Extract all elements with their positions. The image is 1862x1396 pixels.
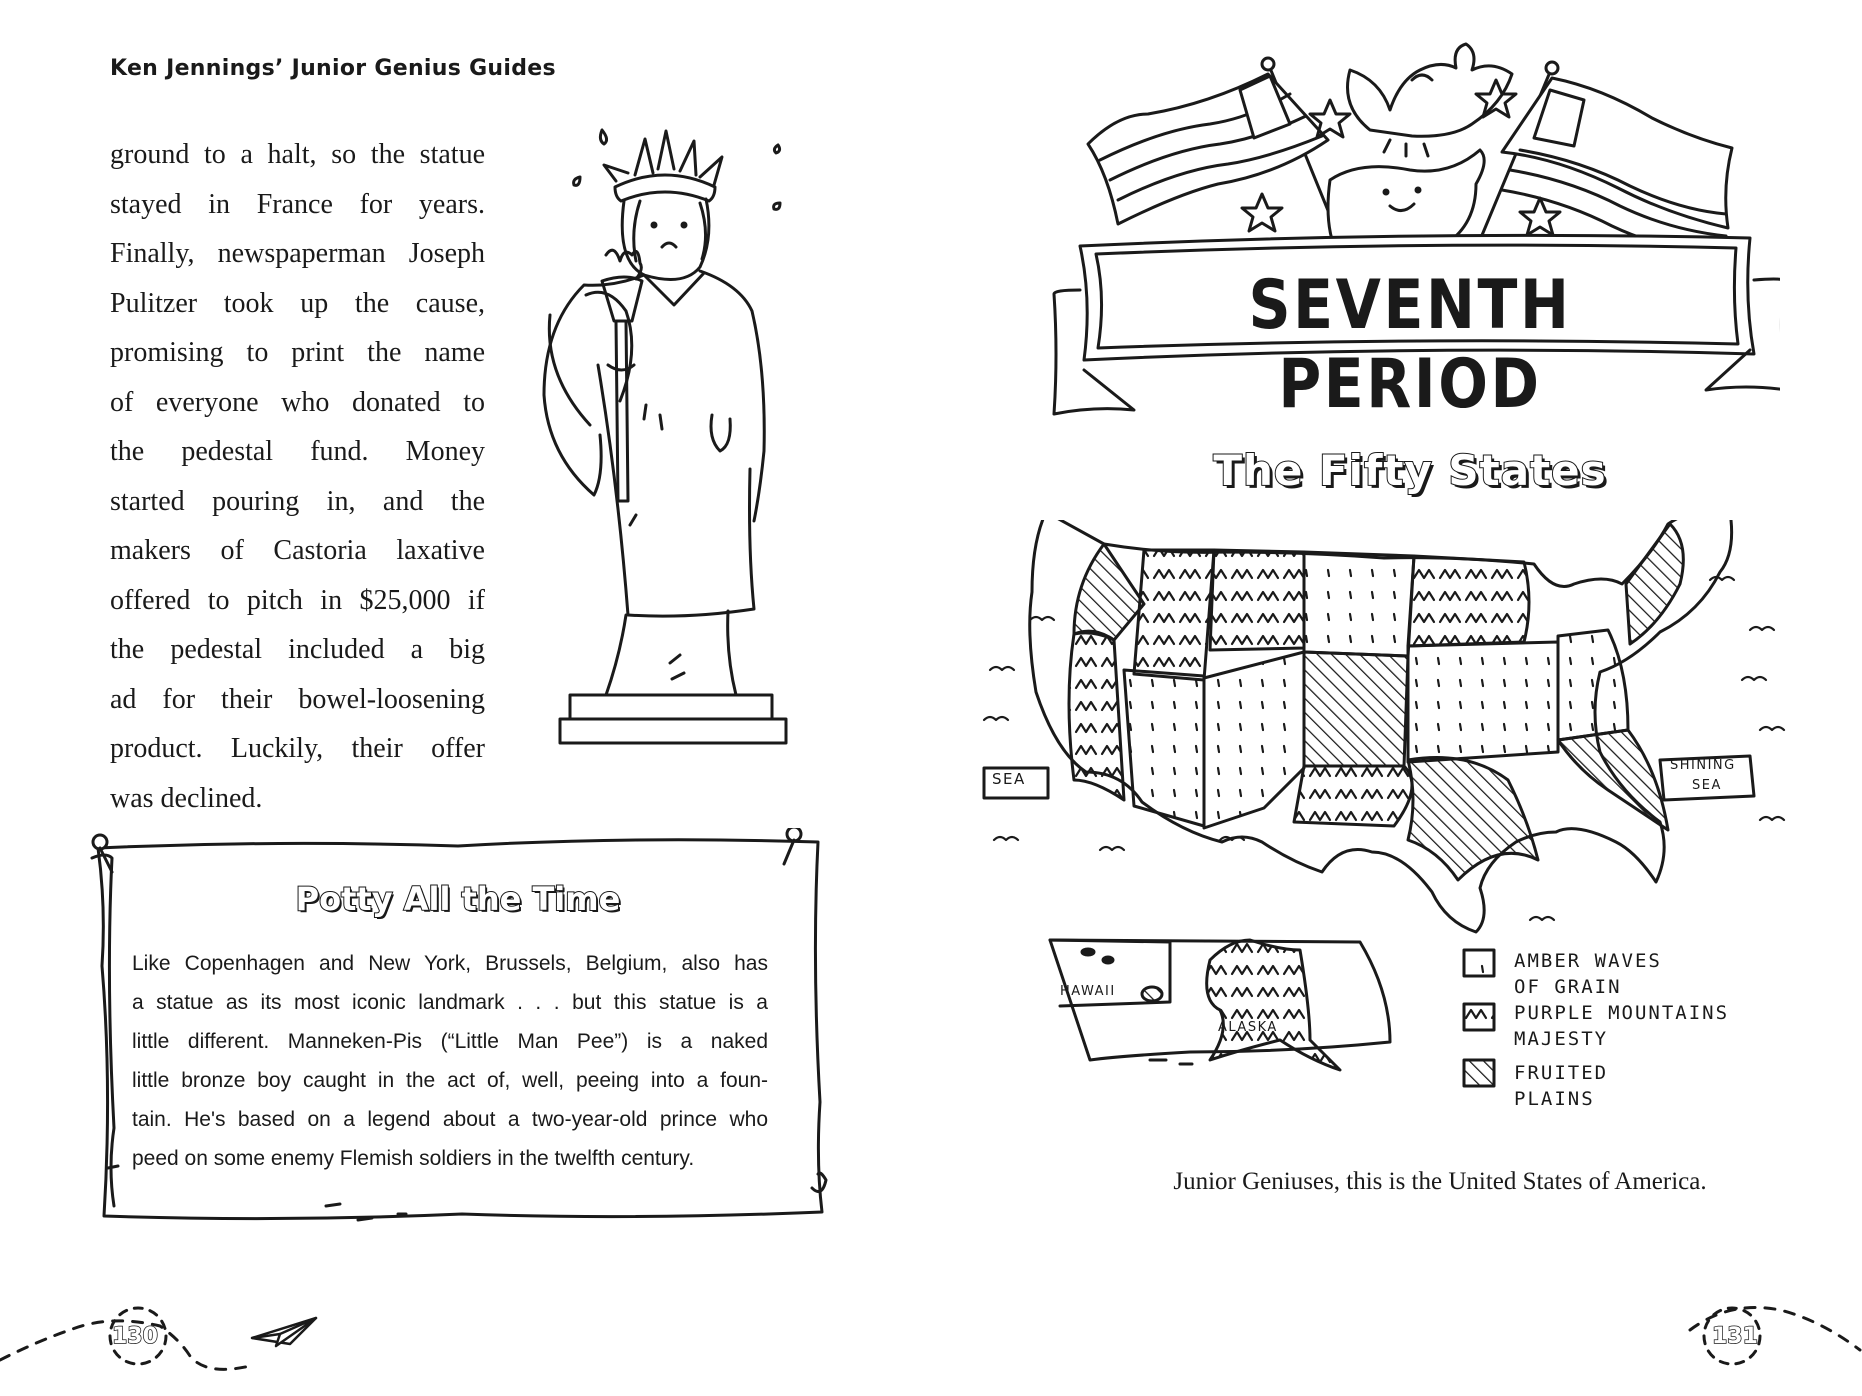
page-number-left: 130: [112, 1324, 158, 1349]
legend-line: OF GRAIN: [1514, 976, 1622, 998]
running-head: Ken Jennings’ Junior Genius Guides: [110, 56, 556, 81]
body-line: of everyone who donated to: [110, 386, 485, 418]
body-line: the pedestal included a big: [110, 634, 485, 665]
legend-line: AMBER WAVES: [1514, 950, 1662, 972]
map-label-sea: SEA: [992, 770, 1026, 788]
sidebar-line: Like Copenhagen and New York, Brussels, Belgium, also has: [132, 952, 768, 975]
body-text: [110, 130, 485, 823]
map-label-hawaii: HAWAII: [1060, 984, 1116, 999]
body-line: was declined.: [110, 782, 263, 814]
sidebar-line: tain. He's based on a legend about a two-year-old prince who: [132, 1108, 768, 1131]
dashed-trail-right: [1660, 1280, 1862, 1396]
body-line: Pulitzer took up the cause,: [110, 287, 485, 319]
statue-of-liberty-illustration: [520, 125, 820, 745]
sidebar-line: little bronze boy caught in the act of, well, peeing into a foun-: [132, 1069, 768, 1092]
sidebar-line: little different. Manneken-Pis (“Little Man Pee”) is a naked: [132, 1030, 768, 1053]
sidebar-line: peed on some enemy Flemish soldiers in the twelfth century.: [132, 1147, 695, 1170]
legend-fruited-plains: [1514, 1060, 1608, 1112]
legend-line: PLAINS: [1514, 1088, 1595, 1110]
legend-line: FRUITED: [1514, 1062, 1609, 1084]
sidebar-line: a statue as its most iconic landmark . . . but this statue is a: [132, 991, 768, 1014]
body-line: ground to a halt, so the statue: [110, 139, 485, 170]
legend-purple-mountains: [1514, 1000, 1729, 1052]
chapter-title: SEVENTH PERIOD: [1248, 266, 1572, 424]
map-label-alaska: ALASKA: [1218, 1020, 1278, 1035]
map-caption: Junior Geniuses, this is the United States of America.: [1173, 1168, 1707, 1195]
section-title: The Fifty States: [1213, 446, 1607, 495]
body-line: Finally, newspaperman Joseph: [110, 238, 485, 269]
map-label-shining: SHINING: [1670, 758, 1736, 773]
sidebar-body: [132, 944, 768, 1178]
body-line: offered to pitch in $25,000 if: [110, 584, 485, 616]
map-label-sea-right: SEA: [1692, 778, 1722, 793]
body-line: started pouring in, and the: [110, 485, 485, 517]
body-line: stayed in France for years.: [110, 188, 485, 220]
body-line: product. Luckily, their offer: [110, 733, 485, 764]
body-line: promising to print the name: [110, 337, 485, 368]
legend-amber-waves: [1514, 948, 1662, 1000]
paper-plane-icon: [250, 1310, 320, 1350]
legend-line: PURPLE MOUNTAINS: [1514, 1002, 1730, 1024]
page-number-right: 131: [1712, 1324, 1758, 1349]
legend-line: MAJESTY: [1514, 1028, 1609, 1050]
sidebar-title: Potty All the Time: [295, 880, 621, 918]
body-line: ad for their bowel-loosening: [110, 683, 485, 715]
body-line: the pedestal fund. Money: [110, 436, 485, 467]
sidebar-box: [88, 828, 828, 1228]
body-line: makers of Castoria laxative: [110, 535, 485, 566]
